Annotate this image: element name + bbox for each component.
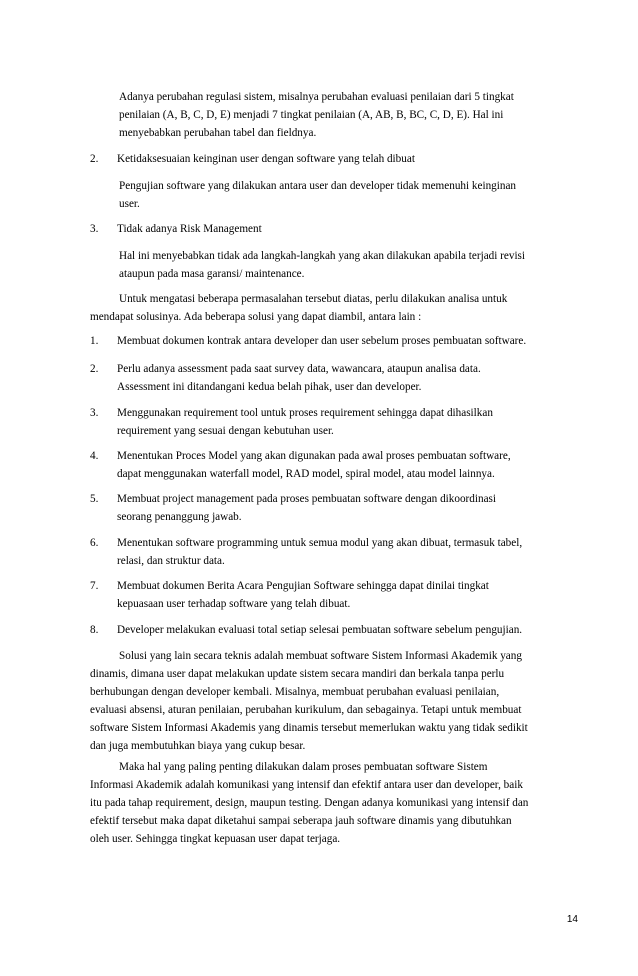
text-line: Untuk mengatasi beberapa permasalahan tersebut diatas, perlu dilakukan analisa untuk <box>119 293 508 305</box>
text-line: evaluasi absensi, aturan penilaian, perubahan kurikulum, dan sebagainya. Tetapi untuk membuat <box>90 704 522 716</box>
page-number: 14 <box>566 914 578 925</box>
text-line: dan juga membutuhkan biaya yang cukup besar. <box>90 740 306 752</box>
solution-item <box>117 404 577 440</box>
solution-item <box>117 577 577 613</box>
text-line: berhubungan dengan developer kembali. Misalnya, membuat perubahan evaluasi penilaian, <box>90 686 500 698</box>
text-line: Tidak adanya Risk Management <box>117 223 262 235</box>
text-line: Pengujian software yang dilakukan antara user dan developer tidak memenuhi keinginan <box>119 180 517 192</box>
list-number: 7. <box>90 580 99 592</box>
text-line: Menggunakan requirement tool untuk proses requirement sehingga dapat dihasilkan <box>117 407 493 419</box>
solution-item <box>117 490 577 526</box>
text-line: user. <box>119 198 140 210</box>
text-line: Perlu adanya assessment pada saat survey data, wawancara, ataupun analisa data. <box>117 363 481 375</box>
paragraph-solution-intro <box>90 290 577 326</box>
list-number: 2. <box>90 363 99 375</box>
problem-detail <box>119 177 577 213</box>
list-number: 6. <box>90 537 99 549</box>
paragraph-conclusion <box>90 758 577 848</box>
problem-title <box>117 220 587 238</box>
text-line: Adanya perubahan regulasi sistem, misalnya perubahan evaluasi penilaian dari 5 tingkat <box>119 91 514 103</box>
list-number: 3. <box>90 223 99 235</box>
solution-item <box>117 534 577 570</box>
text-line: Ketidaksesuaian keinginan user dengan software yang telah dibuat <box>117 153 415 165</box>
text-line: Membuat dokumen Berita Acara Pengujian Software sehingga dapat dinilai tingkat <box>117 580 489 592</box>
solution-item <box>117 360 577 396</box>
text-line: Assessment ini ditandangani kedua belah pihak, user dan developer. <box>117 381 422 393</box>
text-line: Menentukan software programming untuk semua modul yang akan dibuat, termasuk tabel, <box>117 537 523 549</box>
list-number: 1. <box>90 335 99 347</box>
solution-item <box>117 447 577 483</box>
text-line: Maka hal yang paling penting dilakukan dalam proses pembuatan software Sistem <box>119 761 488 773</box>
text-line: Solusi yang lain secara teknis adalah membuat software Sistem Informasi Akademik yang <box>119 650 522 662</box>
text-line: dinamis, dimana user dapat melakukan update sistem secara mandiri dan berkala tanpa perlu <box>90 668 505 680</box>
text-line: ataupun pada masa garansi/ maintenance. <box>119 268 305 280</box>
text-line: efektif tersebut maka dapat diketahui sampai seberapa jauh software dinamis yang dibutuhkan <box>90 815 512 827</box>
problem-title <box>117 150 587 168</box>
text-line: Informasi Akademik adalah komunikasi yang intensif dan efektif antara user dan developer, baik <box>90 779 523 791</box>
text-line: seorang penanggung jawab. <box>117 511 242 523</box>
text-line: Hal ini menyebabkan tidak ada langkah-langkah yang akan dilakukan apabila terjadi revisi <box>119 250 526 262</box>
problem-detail <box>119 247 577 283</box>
list-number: 3. <box>90 407 99 419</box>
text-line: mendapat solusinya. Ada beberapa solusi yang dapat diambil, antara lain : <box>90 311 422 323</box>
text-line: penilaian (A, B, C, D, E) menjadi 7 tingkat penilaian (A, AB, B, BC, C, D, E). Hal ini <box>119 109 504 121</box>
text-line: dapat menggunakan waterfall model, RAD model, spiral model, atau model lainnya. <box>117 468 495 480</box>
text-line: Developer melakukan evaluasi total setiap selesai pembuatan software sebelum pengujian. <box>117 624 523 636</box>
text-line: Menentukan Proces Model yang akan digunakan pada awal proses pembuatan software, <box>117 450 511 462</box>
list-number: 2. <box>90 153 99 165</box>
list-number: 5. <box>90 493 99 505</box>
text-line: requirement yang sesuai dengan kebutuhan user. <box>117 425 334 437</box>
paragraph-regulation-change <box>119 88 577 142</box>
list-number: 4. <box>90 450 99 462</box>
solution-item <box>117 332 587 350</box>
text-line: Membuat dokumen kontrak antara developer dan user sebelum proses pembuatan software. <box>117 335 527 347</box>
text-line: relasi, dan struktur data. <box>117 555 225 567</box>
text-line: kepuasaan user terhadap software yang telah dibuat. <box>117 598 351 610</box>
text-line: Membuat project management pada proses pembuatan software dengan dikoordinasi <box>117 493 497 505</box>
text-line: menyebabkan perubahan tabel dan fieldnya. <box>119 127 317 139</box>
text-line: itu pada tahap requirement, design, maupun testing. Dengan adanya komunikasi yang intensif dan <box>90 797 529 809</box>
paragraph-dynamic-solution <box>90 647 577 755</box>
text-line: software Sistem Informasi Akademis yang dinamis tersebut memerlukan waktu yang tidak sedikit <box>90 722 528 734</box>
list-number: 8. <box>90 624 99 636</box>
solution-item <box>117 621 587 639</box>
text-line: oleh user. Sehingga tingkat kepuasan user dapat terjaga. <box>90 833 341 845</box>
